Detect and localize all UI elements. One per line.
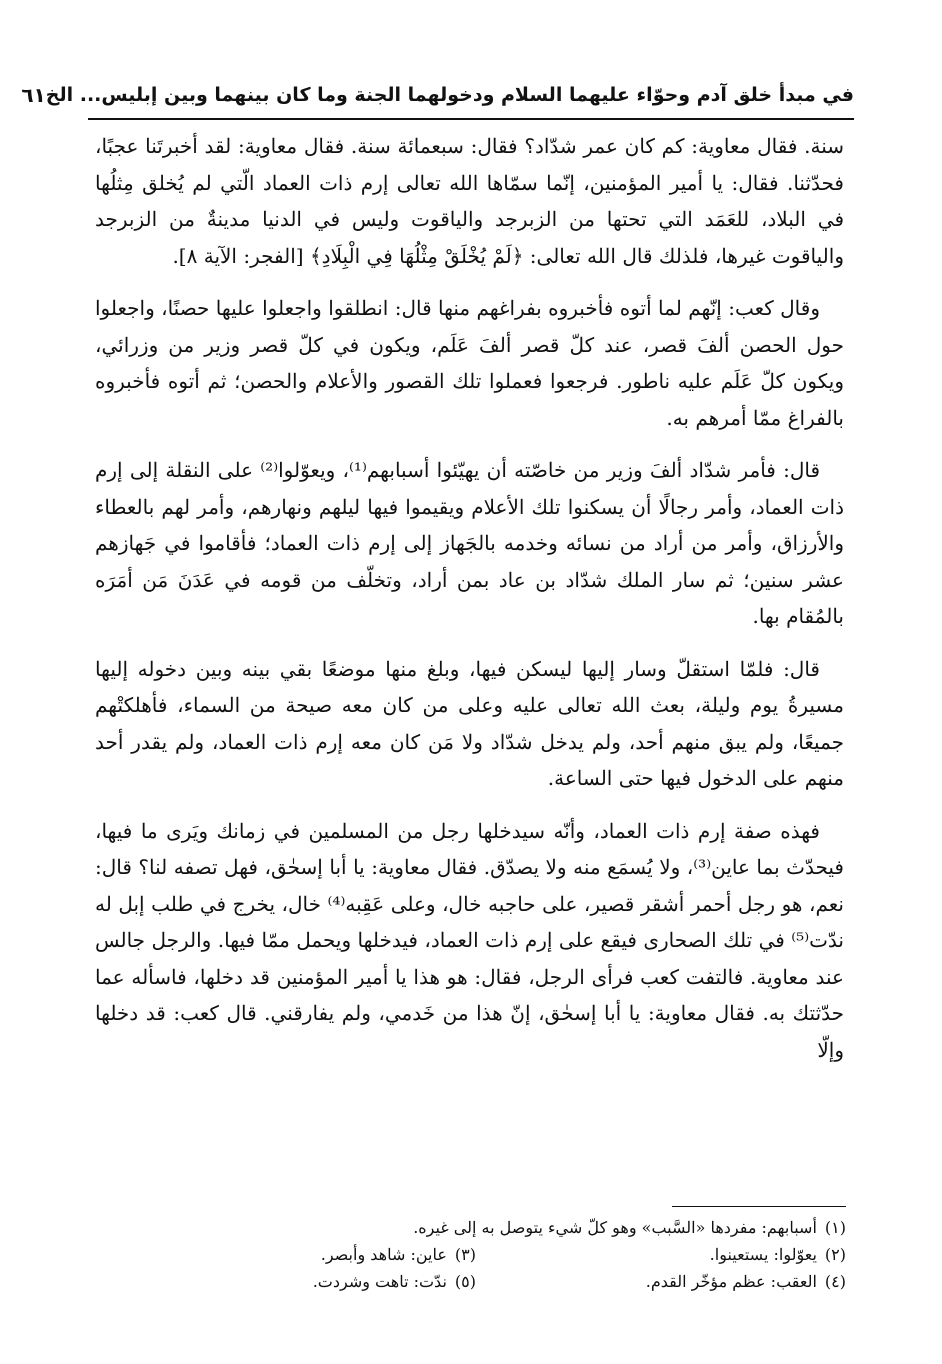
running-header bbox=[21, 78, 854, 112]
footnote-5 bbox=[313, 1268, 476, 1295]
header-rule bbox=[88, 118, 854, 120]
footnote-5-number: (٥) bbox=[454, 1272, 476, 1291]
footnote-rule bbox=[672, 1206, 846, 1207]
footnote-4 bbox=[476, 1268, 846, 1295]
paragraph-5: فهذه صفة إرم ذات العماد، وأنّه سيدخلها رجل من المسلمين في زمانك ويَرى ما فيها، فيحدّث بما عاين⁽³⁾، ولا يُسمَع منه ولا يصدّق. فقال معاوية: يا أبا إسحٰق، فهل تصفه لنا؟ قال: نعم، هو رجل أحمر أشقر قصير، على حاجبه خال، وعلى عَقِبه⁽⁴⁾ خال، يخرج في طلب إبل له ندّت⁽⁵⁾ في تلك الصحارى فيقع على إرم ذات العماد، فيدخلها ويحمل ممّا فيها. والرجل جالس عند معاوية. فالتفت كعب فرأى الرجل، فقال: هو هذا يا أمير المؤمنين قد دخلها، فاسأله عما حدّثتك به. فقال معاوية: يا أبا إسحٰق، إنّ هذا من خَدمي، ولم يفارقني. قال كعب: قد دخلها وإلّا bbox=[95, 818, 844, 1062]
main-text bbox=[95, 128, 844, 1084]
footnote-2 bbox=[476, 1241, 846, 1268]
footnote-3-number: (٣) bbox=[454, 1245, 476, 1264]
footnote-3-text: عاين: شاهد وأبصر. bbox=[320, 1245, 447, 1264]
footnote-2-number: (٢) bbox=[824, 1245, 846, 1264]
paragraph-1: سنة. فقال معاوية: كم كان عمر شدّاد؟ فقال: سبعمائة سنة. فقال معاوية: لقد أخبرتَنا عجبًا، فحدّثنا. فقال: يا أمير المؤمنين، إنّما سمّاها الله تعالى إرم ذات العماد الّتي لم يُخلق مِثلُها في البلاد، للعَمَد التي تحتها من الزبرجد والياقوت وليس في الدنيا مدينةٌ من الزبرجد والياقوت غيرها، فلذلك قال الله تعالى: ﴿لَمْ يُخْلَقْ مِثْلُهَا فِي الْبِلَادِ﴾ [الفجر: الآية ٨]. bbox=[95, 134, 844, 268]
paragraph-4: قال: فلمّا استقلّ وسار إليها ليسكن فيها، وبلغ منها موضعًا بقي بينه وبين دخوله إليها مسيرةُ يوم وليلة، بعث الله تعالى عليه وعلى من كان معه صيحة من السماء، فأهلكتْهم جميعًا، ولم يبق منهم أحد، ولم يدخل شدّاد ولا مَن كان معه إرم ذات العماد، ولم يقدر أحد منهم على الدخول فيها حتى الساعة. bbox=[95, 656, 844, 790]
header-title: في مبدأ خلق آدم وحوّاء عليهما السلام ودخولهما الجنة وما كان بينهما وبين إبليس... الخ bbox=[45, 84, 854, 106]
footnote-1 bbox=[413, 1214, 846, 1241]
footnote-3 bbox=[321, 1241, 476, 1268]
footnotes bbox=[96, 1214, 846, 1295]
footnote-4-number: (٤) bbox=[824, 1272, 846, 1291]
footnote-row-2 bbox=[96, 1241, 846, 1268]
footnote-row-3 bbox=[96, 1268, 846, 1295]
footnote-2-text: يعوّلوا: يستعينوا. bbox=[709, 1245, 817, 1264]
footnote-1-text: أسبابهم: مفردها «السَّبب» وهو كلّ شيء يتوصل به إلى غيره. bbox=[413, 1218, 817, 1237]
paragraph-3: قال: فأمر شدّاد ألفَ وزير من خاصّته أن يهيّئوا أسبابهم⁽¹⁾، ويعوّلوا⁽²⁾ على النقلة إلى إرم ذات العماد، وأمر رجالًا أن يسكنوا تلك الأعلام ويقيموا فيها ليلهم ونهارهم، وأمر لهم بالعطاء والأرزاق، وأمر من أراد من نسائه وخدمه بالجَهاز إلى إرم ذات العماد؛ فأقاموا في جَهازهم عشر سنين؛ ثم سار الملك شدّاد بن عاد بمن أراد، وتخلّف من قومه في عَدَنَ مَن أمَرَه بالمُقام بها. bbox=[95, 458, 844, 628]
footnote-5-text: ندّت: تاهت وشردت. bbox=[312, 1272, 447, 1291]
paragraph-2: وقال كعب: إنّهم لما أتوه فأخبروه بفراغهم منها قال: انطلقوا واجعلوا عليها حصنًا، واجعلوا حول الحصن ألفَ قصر، عند كلّ قصر ألفَ عَلَم، ويكون في كلّ قصر وزير من وزرائي، ويكون كلّ عَلَم عليه ناطور. فرجعوا فعملوا تلك القصور والأعلام والحصن؛ ثم أتوه فأخبروه بالفراغ ممّا أمرهم به. bbox=[95, 296, 844, 430]
page-number: ٦١ bbox=[21, 83, 46, 107]
footnote-1-number: (١) bbox=[824, 1218, 846, 1237]
footnote-row-1 bbox=[96, 1214, 846, 1241]
footnote-4-text: العقب: عظم مؤخّر القدم. bbox=[645, 1272, 817, 1291]
